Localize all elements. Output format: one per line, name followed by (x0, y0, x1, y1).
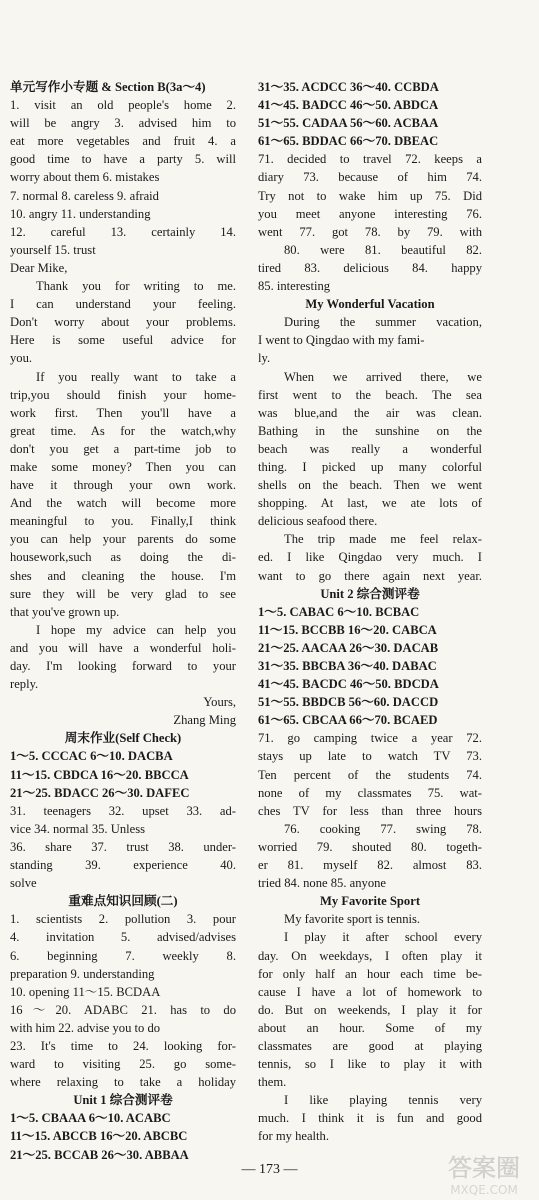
right-column-line: 61～65. CBCAA 66～70. BCAED (258, 713, 438, 728)
left-column-line: don't you get a part-time job to (10, 441, 236, 456)
left-column-line: good time to have a party 5. will (10, 152, 236, 167)
right-column-line: 21～25. AACAA 26～30. DACAB (258, 640, 439, 655)
left-column-line: 单元写作小专题 & Section B(3a～4) (10, 80, 206, 94)
left-column-line: standing 39. experience 40. (10, 858, 236, 873)
right-column-line: much. I think it is fun and good (258, 1111, 482, 1126)
left-column-line: Yours, (203, 695, 236, 710)
right-column-line: for my health. (258, 1129, 329, 1144)
right-column-line: shells on the beach. Then we went (258, 478, 482, 493)
left-column-line: Thank you for writing to me. (36, 279, 236, 294)
right-column-line: 71. go camping twice a year 72. (258, 731, 482, 746)
left-column-line: 1. visit an old people's home 2. (10, 98, 236, 113)
right-column-line: them. (258, 1075, 287, 1090)
left-column-line: If you really want to take a (36, 369, 236, 384)
left-column-line: Zhang Ming (173, 713, 236, 728)
left-column (10, 78, 236, 1164)
left-column-line: shes and cleaning the house. I'm (10, 568, 236, 583)
right-column (258, 78, 482, 1146)
left-column-line: 12. careful 13. certainly 14. (10, 224, 236, 239)
right-column-line: 1～5. CABAC 6～10. BCBAC (258, 604, 420, 619)
left-column-line: 31. teenagers 32. upset 33. ad- (10, 803, 236, 818)
left-column-line: 7. normal 8. careless 9. afraid (10, 188, 159, 203)
right-column-line: The trip made me feel relax- (284, 532, 482, 547)
left-column-line: will be angry 3. advised him to (10, 116, 236, 131)
left-column-line: ward to visiting 25. go some- (10, 1057, 236, 1072)
page-number: — 173 — (241, 1162, 298, 1177)
left-column-line: 1. scientists 2. pollution 3. pour (10, 912, 236, 927)
left-column-line: sure they will be very glad to see (10, 586, 236, 601)
left-column-line: 21～25. BDACC 26～30. DAFEC (10, 785, 190, 800)
right-column-line: Unit 2 综合测评卷 (320, 586, 420, 601)
left-column-line: 1～5. CCCAC 6～10. DACBA (10, 749, 173, 764)
left-column-line: great time. As for the watch,why (10, 423, 236, 438)
right-column-line: stays up late to watch TV 73. (258, 749, 482, 764)
left-column-line: make some money? Then you can (10, 459, 236, 474)
left-column-line: solve (10, 876, 37, 891)
right-column-line: classmates are good at playing (258, 1038, 482, 1053)
right-column-line: do. But on weekends, I play it for (258, 1002, 482, 1017)
right-column-line: tired 83. delicious 84. happy (258, 260, 482, 275)
right-column-line: 31～35. BBCBA 36～40. DABAC (258, 659, 437, 673)
left-column-line: Dear Mike, (10, 260, 68, 275)
right-column-line: 71. decided to travel 72. keeps a (258, 152, 482, 167)
right-column-line: 51～55. CADAA 56～60. ACBAA (258, 116, 439, 131)
right-column-line: tried 84. none 85. anyone (258, 876, 387, 891)
left-column-line: Don't worry about your problems. (10, 315, 236, 330)
right-column-line: worried 79. shouted 80. togeth- (258, 839, 482, 854)
left-column-line: housework,such as doing the di- (10, 550, 236, 565)
left-column-line: I can understand your feeling. (10, 297, 236, 312)
right-column-line: During the summer vacation, (284, 315, 482, 330)
right-column-line: cause I have a lot of homework to (258, 984, 482, 999)
left-column-line: 周末作业(Self Check) (64, 731, 182, 746)
left-column-line: yourself 15. trust (10, 242, 96, 257)
right-column-line: ed. I like Qingdao very much. I (258, 550, 482, 565)
left-column-line: 10. opening 11～15. BCDAA (10, 984, 161, 999)
left-column-line: you. (10, 351, 33, 366)
left-column-line: eat more vegetables and fruit 4. a (10, 134, 236, 149)
right-column-line: ly. (258, 351, 271, 366)
left-column-line: 10. angry 11. understanding (10, 206, 151, 221)
right-column-line: about an hour. Some of my (258, 1020, 482, 1035)
left-column-line: 4. invitation 5. advised/advises (10, 930, 236, 945)
right-column-line: I went to Qingdao with my fami- (258, 333, 425, 348)
left-column-line: 1～5. CBAAA 6～10. ACABC (10, 1111, 171, 1126)
left-column-line: work first. Then you'll have a (10, 405, 236, 420)
watermark-text: 答案圈 (448, 1154, 520, 1182)
left-column-line: I hope my advice can help you (36, 622, 236, 637)
watermark-logo (434, 1150, 534, 1198)
left-column-line: vice 34. normal 35. Unless (10, 821, 146, 836)
left-column-line: preparation 9. understanding (10, 966, 155, 981)
right-column-line: 85. interesting (258, 279, 331, 294)
left-column-line: Unit 1 综合测评卷 (73, 1093, 173, 1108)
right-column-line: 76. cooking 77. swing 78. (284, 821, 482, 836)
left-column-line: and you will have a wonderful holi- (10, 640, 236, 655)
right-column-line: none of my classmates 75. wat- (258, 785, 482, 800)
right-column-line: 41～45. BADCC 46～50. ABDCA (258, 98, 439, 113)
right-column-line: I like playing tennis very (284, 1093, 482, 1108)
left-column-line: 重难点知识回顾(二) (68, 894, 178, 909)
right-column-line: When we arrived there, we (284, 369, 482, 384)
right-column-line: shopping. At last, we ate lots of (258, 496, 482, 511)
right-column-line: 61～65. BDDAC 66～70. DBEAC (258, 134, 439, 149)
right-column-line: 31～35. ACDCC 36～40. CCBDA (258, 80, 439, 94)
left-column-line: with him 22. advise you to do (10, 1020, 161, 1035)
right-column-line: Ten percent of the students 74. (258, 767, 482, 782)
right-column-line: ches TV for less than three hours (258, 803, 482, 818)
right-column-line: 11～15. BCCBB 16～20. CABCA (258, 622, 437, 637)
left-column-line: have it through your own work. (10, 478, 236, 493)
right-column-line: My favorite sport is tennis. (284, 912, 421, 927)
right-column-line: delicious seafood there. (258, 514, 378, 529)
left-column-line: 11～15. CBDCA 16～20. BBCCA (10, 767, 189, 782)
left-column-line: reply. (10, 677, 39, 692)
right-column-line: was blue,and the air was clean. (258, 405, 482, 420)
left-column-line: 23. It's time to 24. looking for- (10, 1038, 236, 1053)
right-column-line: Try not to wake him up 75. Did (258, 188, 482, 203)
left-column-line: 6. beginning 7. weekly 8. (10, 948, 236, 963)
right-column-line: want to go there again next year. (258, 568, 482, 583)
right-column-line: 41～45. BACDC 46～50. BDCDA (258, 677, 439, 692)
right-column-line: My Favorite Sport (319, 894, 421, 909)
right-column-line: for only half an hour each time be- (258, 966, 482, 981)
right-column-line: er 81. myself 82. almost 83. (258, 858, 482, 873)
left-column-line: trip,you should finish your home- (10, 387, 236, 402)
left-column-line: where relaxing to take a holiday (10, 1075, 236, 1090)
left-column-line: And the watch will become more (10, 496, 236, 511)
right-column-line: day. On weekdays, I often play it (258, 948, 482, 963)
left-column-line: day. I'm looking forward to your (10, 659, 236, 673)
right-column-line: My Wonderful Vacation (305, 297, 435, 312)
left-column-line: 16～20. ADABC 21. has to do (10, 1002, 236, 1017)
right-column-line: 80. were 81. beautiful 82. (284, 242, 482, 257)
left-column-line: that you've grown up. (10, 604, 120, 619)
right-column-line: diary 73. because of him 74. (258, 170, 482, 185)
right-column-line: beach was really a wonderful (258, 441, 482, 456)
right-column-line: I play it after school every (284, 930, 482, 945)
right-column-line: you meet anyone interesting 76. (258, 206, 482, 221)
right-column-line: went 77. got 78. by 79. with (258, 224, 482, 239)
right-column-line: 51～55. BBDCB 56～60. DACCD (258, 695, 439, 710)
right-column-line: Bathing in the sunshine on the (258, 423, 482, 438)
left-column-line: meaningful to you. Finally,I think (10, 514, 236, 529)
left-column-line: Here is some useful advice for (10, 333, 236, 348)
left-column-line: 21～25. BCCAB 26～30. ABBAA (10, 1147, 189, 1162)
left-column-line: 36. share 37. trust 38. under- (10, 839, 236, 854)
watermark-site: MXQE.COM (450, 1183, 518, 1197)
right-column-line: tennis, so I like to play it with (258, 1057, 482, 1072)
right-column-line: first went to the beach. The sea (258, 387, 482, 402)
left-column-line: worry about them 6. mistakes (10, 170, 160, 185)
left-column-line: 11～15. ABCCB 16～20. ABCBC (10, 1129, 188, 1144)
right-column-line: thing. I picked up many colorful (258, 459, 482, 474)
left-column-line: you can help your parents do some (10, 532, 236, 547)
